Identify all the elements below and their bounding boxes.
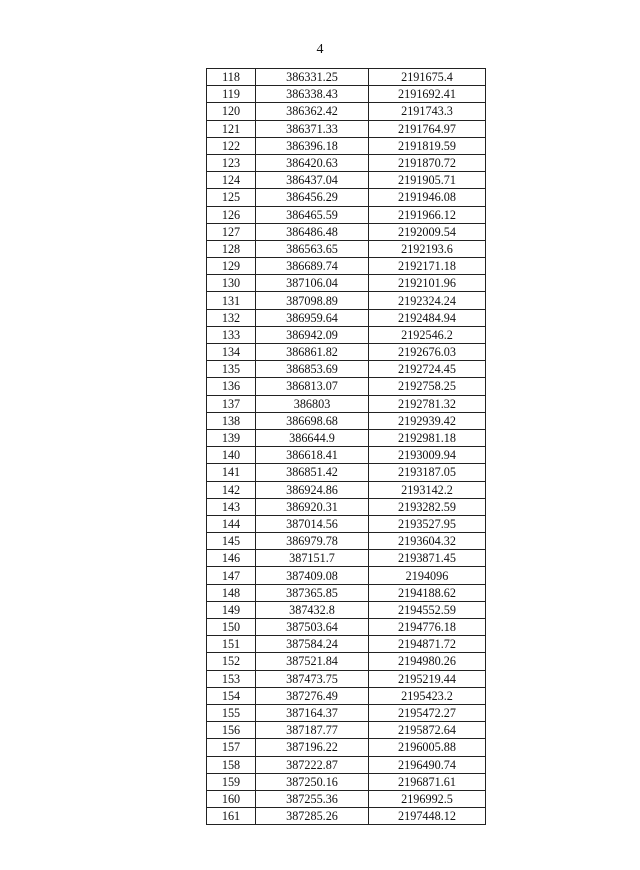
y-coordinate-cell: 2193604.32 [369,533,486,550]
point-number-cell: 146 [207,550,256,567]
y-coordinate-cell: 2191819.59 [369,137,486,154]
y-coordinate-cell: 2191905.71 [369,172,486,189]
point-number-cell: 160 [207,790,256,807]
y-coordinate-cell: 2193871.45 [369,550,486,567]
y-coordinate-cell: 2191675.4 [369,69,486,86]
y-coordinate-cell: 2194188.62 [369,584,486,601]
y-coordinate-cell: 2195472.27 [369,704,486,721]
point-number-cell: 124 [207,172,256,189]
x-coordinate-cell: 387151.7 [256,550,369,567]
x-coordinate-cell: 386924.86 [256,481,369,498]
x-coordinate-cell: 386371.33 [256,120,369,137]
y-coordinate-cell: 2194552.59 [369,601,486,618]
table-row [207,137,486,154]
y-coordinate-cell: 2191966.12 [369,206,486,223]
table-row [207,361,486,378]
table-row [207,69,486,86]
table-row [207,275,486,292]
point-number-cell: 140 [207,447,256,464]
point-number-cell: 134 [207,344,256,361]
point-number-cell: 136 [207,378,256,395]
point-number-cell: 158 [207,756,256,773]
table-row [207,86,486,103]
x-coordinate-cell: 386861.82 [256,344,369,361]
table-row [207,292,486,309]
point-number-cell: 157 [207,739,256,756]
point-number-cell: 148 [207,584,256,601]
point-number-cell: 127 [207,223,256,240]
table-row [207,309,486,326]
x-coordinate-cell: 386437.04 [256,172,369,189]
x-coordinate-cell: 387409.08 [256,567,369,584]
x-coordinate-cell: 386396.18 [256,137,369,154]
x-coordinate-cell: 386959.64 [256,309,369,326]
x-coordinate-cell: 386979.78 [256,533,369,550]
point-number-cell: 131 [207,292,256,309]
x-coordinate-cell: 386853.69 [256,361,369,378]
table-row [207,447,486,464]
table-row [207,704,486,721]
x-coordinate-cell: 387098.89 [256,292,369,309]
y-coordinate-cell: 2194871.72 [369,636,486,653]
point-number-cell: 138 [207,412,256,429]
point-number-cell: 126 [207,206,256,223]
x-coordinate-cell: 387250.16 [256,773,369,790]
table-row [207,240,486,257]
point-number-cell: 153 [207,670,256,687]
table-row [207,412,486,429]
x-coordinate-cell: 387106.04 [256,275,369,292]
y-coordinate-cell: 2192546.2 [369,326,486,343]
table-row [207,223,486,240]
x-coordinate-cell: 387473.75 [256,670,369,687]
x-coordinate-cell: 387584.24 [256,636,369,653]
point-number-cell: 147 [207,567,256,584]
table-row [207,756,486,773]
x-coordinate-cell: 386813.07 [256,378,369,395]
x-coordinate-cell: 386486.48 [256,223,369,240]
x-coordinate-cell: 387196.22 [256,739,369,756]
x-coordinate-cell: 387164.37 [256,704,369,721]
point-number-cell: 145 [207,533,256,550]
table-row [207,103,486,120]
y-coordinate-cell: 2191764.97 [369,120,486,137]
y-coordinate-cell: 2194096 [369,567,486,584]
table-row [207,653,486,670]
y-coordinate-cell: 2192758.25 [369,378,486,395]
point-number-cell: 130 [207,275,256,292]
y-coordinate-cell: 2193142.2 [369,481,486,498]
point-number-cell: 159 [207,773,256,790]
x-coordinate-cell: 387255.36 [256,790,369,807]
point-number-cell: 120 [207,103,256,120]
y-coordinate-cell: 2193009.94 [369,447,486,464]
point-number-cell: 149 [207,601,256,618]
table-row [207,189,486,206]
table-row [207,154,486,171]
x-coordinate-cell: 386920.31 [256,498,369,515]
y-coordinate-cell: 2191870.72 [369,154,486,171]
table-row [207,601,486,618]
x-coordinate-cell: 386465.59 [256,206,369,223]
table-row [207,172,486,189]
x-coordinate-cell: 387285.26 [256,808,369,825]
point-number-cell: 141 [207,464,256,481]
y-coordinate-cell: 2196871.61 [369,773,486,790]
point-number-cell: 137 [207,395,256,412]
table-row [207,206,486,223]
y-coordinate-cell: 2192009.54 [369,223,486,240]
x-coordinate-cell: 387014.56 [256,515,369,532]
point-number-cell: 133 [207,326,256,343]
x-coordinate-cell: 387365.85 [256,584,369,601]
table-body [207,69,486,825]
point-number-cell: 154 [207,687,256,704]
y-coordinate-cell: 2192724.45 [369,361,486,378]
table-row [207,120,486,137]
table-row [207,498,486,515]
y-coordinate-cell: 2194776.18 [369,619,486,636]
table-row [207,395,486,412]
y-coordinate-cell: 2193527.95 [369,515,486,532]
x-coordinate-cell: 386420.63 [256,154,369,171]
table-row [207,790,486,807]
coordinates-table [206,68,486,825]
y-coordinate-cell: 2194980.26 [369,653,486,670]
y-coordinate-cell: 2195423.2 [369,687,486,704]
point-number-cell: 123 [207,154,256,171]
point-number-cell: 143 [207,498,256,515]
x-coordinate-cell: 387432.8 [256,601,369,618]
x-coordinate-cell: 386851.42 [256,464,369,481]
point-number-cell: 150 [207,619,256,636]
y-coordinate-cell: 2192171.18 [369,258,486,275]
y-coordinate-cell: 2192324.24 [369,292,486,309]
y-coordinate-cell: 2191743.3 [369,103,486,120]
x-coordinate-cell: 386698.68 [256,412,369,429]
y-coordinate-cell: 2192193.6 [369,240,486,257]
y-coordinate-cell: 2197448.12 [369,808,486,825]
y-coordinate-cell: 2193187.05 [369,464,486,481]
x-coordinate-cell: 386803 [256,395,369,412]
point-number-cell: 135 [207,361,256,378]
y-coordinate-cell: 2192484.94 [369,309,486,326]
point-number-cell: 122 [207,137,256,154]
x-coordinate-cell: 387222.87 [256,756,369,773]
x-coordinate-cell: 386563.65 [256,240,369,257]
point-number-cell: 128 [207,240,256,257]
x-coordinate-cell: 386362.42 [256,103,369,120]
point-number-cell: 139 [207,429,256,446]
y-coordinate-cell: 2192676.03 [369,344,486,361]
table-row [207,515,486,532]
x-coordinate-cell: 387503.64 [256,619,369,636]
table-row [207,636,486,653]
y-coordinate-cell: 2192781.32 [369,395,486,412]
table-row [207,773,486,790]
table-row [207,481,486,498]
table-row [207,808,486,825]
x-coordinate-cell: 386331.25 [256,69,369,86]
table-row [207,567,486,584]
table-row [207,739,486,756]
table-row [207,687,486,704]
point-number-cell: 152 [207,653,256,670]
x-coordinate-cell: 386618.41 [256,447,369,464]
y-coordinate-cell: 2191692.41 [369,86,486,103]
y-coordinate-cell: 2196005.88 [369,739,486,756]
x-coordinate-cell: 387276.49 [256,687,369,704]
table-row [207,584,486,601]
x-coordinate-cell: 386689.74 [256,258,369,275]
y-coordinate-cell: 2193282.59 [369,498,486,515]
point-number-cell: 132 [207,309,256,326]
point-number-cell: 155 [207,704,256,721]
x-coordinate-cell: 386338.43 [256,86,369,103]
y-coordinate-cell: 2192101.96 [369,275,486,292]
x-coordinate-cell: 387187.77 [256,722,369,739]
table-row [207,429,486,446]
table-row [207,550,486,567]
y-coordinate-cell: 2196992.5 [369,790,486,807]
table-row [207,533,486,550]
table-row [207,464,486,481]
point-number-cell: 161 [207,808,256,825]
table-row [207,344,486,361]
table-row [207,378,486,395]
point-number-cell: 119 [207,86,256,103]
x-coordinate-cell: 386456.29 [256,189,369,206]
point-number-cell: 151 [207,636,256,653]
y-coordinate-cell: 2196490.74 [369,756,486,773]
x-coordinate-cell: 386942.09 [256,326,369,343]
point-number-cell: 142 [207,481,256,498]
page-number: 4 [316,42,324,57]
x-coordinate-cell: 386644.9 [256,429,369,446]
table-row [207,258,486,275]
table-row [207,326,486,343]
point-number-cell: 121 [207,120,256,137]
y-coordinate-cell: 2192981.18 [369,429,486,446]
y-coordinate-cell: 2191946.08 [369,189,486,206]
table-row [207,722,486,739]
y-coordinate-cell: 2192939.42 [369,412,486,429]
table-row [207,619,486,636]
point-number-cell: 156 [207,722,256,739]
y-coordinate-cell: 2195872.64 [369,722,486,739]
point-number-cell: 125 [207,189,256,206]
x-coordinate-cell: 387521.84 [256,653,369,670]
y-coordinate-cell: 2195219.44 [369,670,486,687]
point-number-cell: 129 [207,258,256,275]
point-number-cell: 144 [207,515,256,532]
point-number-cell: 118 [207,69,256,86]
table-row [207,670,486,687]
